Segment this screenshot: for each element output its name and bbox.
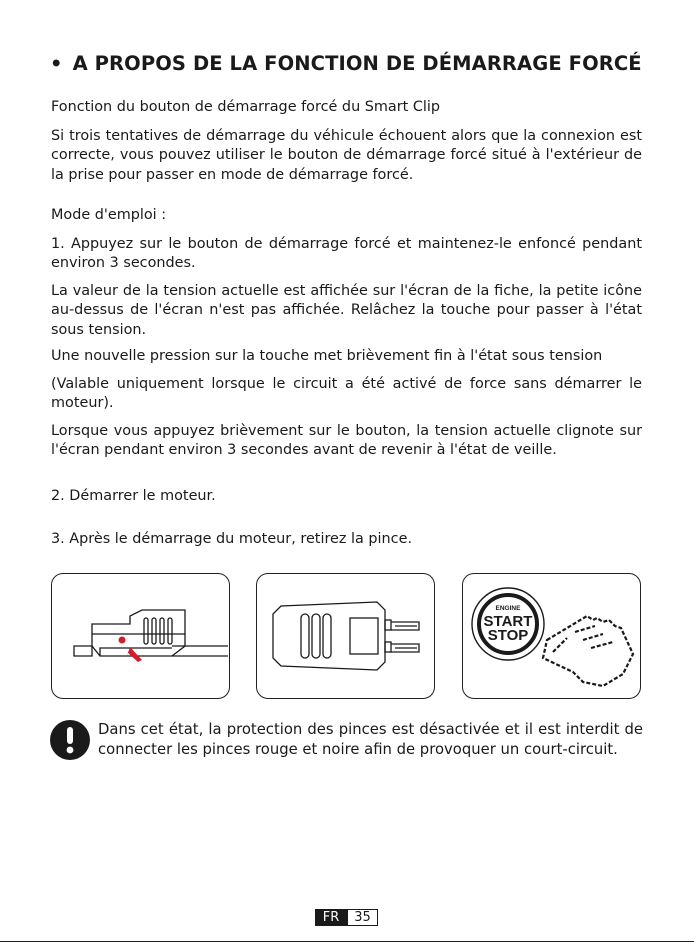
step-2: 2. Démarrer le moteur.	[51, 488, 216, 504]
step-3: 3. Après le démarrage du moteur, retirez la pince.	[51, 531, 413, 547]
step-1-note-1: La valeur de la tension actuelle est affichée sur l'écran de la fiche, la petite icône au-dessus de l'écran n'est pas affichée. Relâchez la touche pour passer à l'état sous tension.	[51, 283, 642, 338]
step-1: 1. Appuyez sur le bouton de démarrage forcé et maintenez-le enfoncé pendant environ 3 secondes.	[51, 236, 642, 272]
clip-side-icon	[52, 574, 229, 698]
page-footer	[315, 909, 378, 926]
page-title	[50, 52, 642, 75]
illustration-clip-display	[256, 573, 435, 699]
bottom-rule	[0, 941, 694, 942]
warning-text: Dans cet état, la protection des pinces est désactivée et il est interdit de connecter les pinces rouge et noire afin de provoquer un court-circuit.	[98, 721, 643, 758]
clip-top-icon	[257, 574, 434, 698]
start-stop-icon	[463, 574, 640, 698]
intro-title: Fonction du bouton de démarrage forcé du Smart Clip	[51, 99, 441, 115]
step-1-note-3: (Valable uniquement lorsque le circuit a été activé de force sans démarrer le moteur).	[51, 376, 642, 412]
language-badge: FR	[315, 909, 347, 926]
start-label: START	[483, 613, 533, 630]
engine-label: ENGINE	[495, 605, 521, 612]
illustration-clip-button	[51, 573, 230, 699]
illustration-start-stop	[462, 573, 641, 699]
mode-label: Mode d'emploi :	[51, 207, 167, 223]
page-number: 35	[347, 909, 378, 926]
step-1-note-2: Une nouvelle pression sur la touche met brièvement fin à l'état sous tension	[51, 348, 603, 364]
stop-label: STOP	[487, 627, 529, 644]
intro-text: Si trois tentatives de démarrage du véhicule échouent alors que la connexion est correcte, vous pouvez utiliser le bouton de démarrage forcé situé à l'extérieur de la prise pour passer en mode de démarrage forcé.	[51, 128, 642, 183]
red-pointer-arrow	[126, 647, 142, 662]
hand-pointing-icon	[543, 616, 633, 686]
step-1-note-4: Lorsque vous appuyez brièvement sur le bouton, la tension actuelle clignote sur l'écran pendant environ 3 secondes avant de revenir à l'état de veille.	[51, 423, 642, 459]
title-bullet: •	[50, 52, 63, 75]
force-button-dot	[119, 637, 126, 644]
title-text: A PROPOS DE LA FONCTION DE DÉMARRAGE FORCÉ	[72, 52, 642, 75]
warning-exclamation-icon	[49, 719, 91, 761]
